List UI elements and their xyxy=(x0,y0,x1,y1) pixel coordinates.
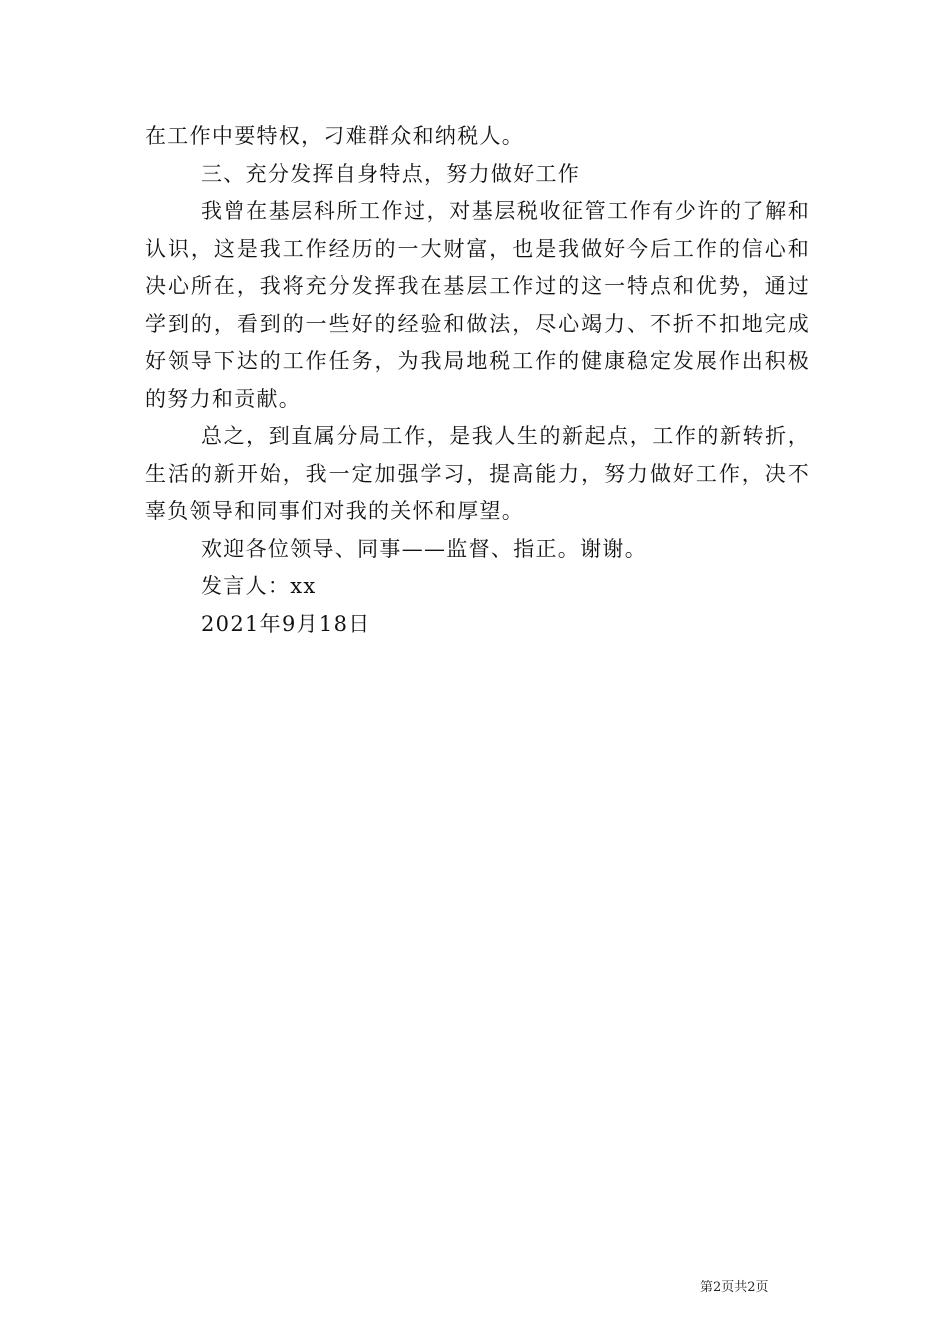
section-heading: 三、充分发挥自身特点，努力做好工作 xyxy=(201,161,581,186)
document-body xyxy=(145,118,810,643)
paragraph-closing-line: 在工作中要特权，刁难群众和纳税人。 xyxy=(145,124,525,148)
paragraph-welcome: 欢迎各位领导、同事——监督、指正。谢谢。 xyxy=(201,536,647,561)
paragraph-summary: 总之，到直属分局工作，是我人生的新起点，工作的新转折，生活的新开始，我一定加强学习，提高能力，努力做好工作，决不辜负领导和同事们对我的关怀和厚望。 xyxy=(145,424,810,523)
date-line: 2021年9月18日 xyxy=(201,611,371,636)
speaker-line: 发言人：xx xyxy=(201,574,317,598)
paragraph-experience: 我曾在基层科所工作过，对基层税收征管工作有少许的了解和认识，这是我工作经历的一大财富，也是我做好今后工作的信心和决心所在，我将充分发挥我在基层工作过的这一特点和优势，通过学到的，看到的一些好的经验和做法，尽心竭力、不折不扣地完成好领导下达的工作任务，为我局地税工作的健康稳定发展作出积极的努力和贡献。 xyxy=(145,199,810,411)
page-number-footer: 第2页共2页 xyxy=(700,1280,769,1295)
